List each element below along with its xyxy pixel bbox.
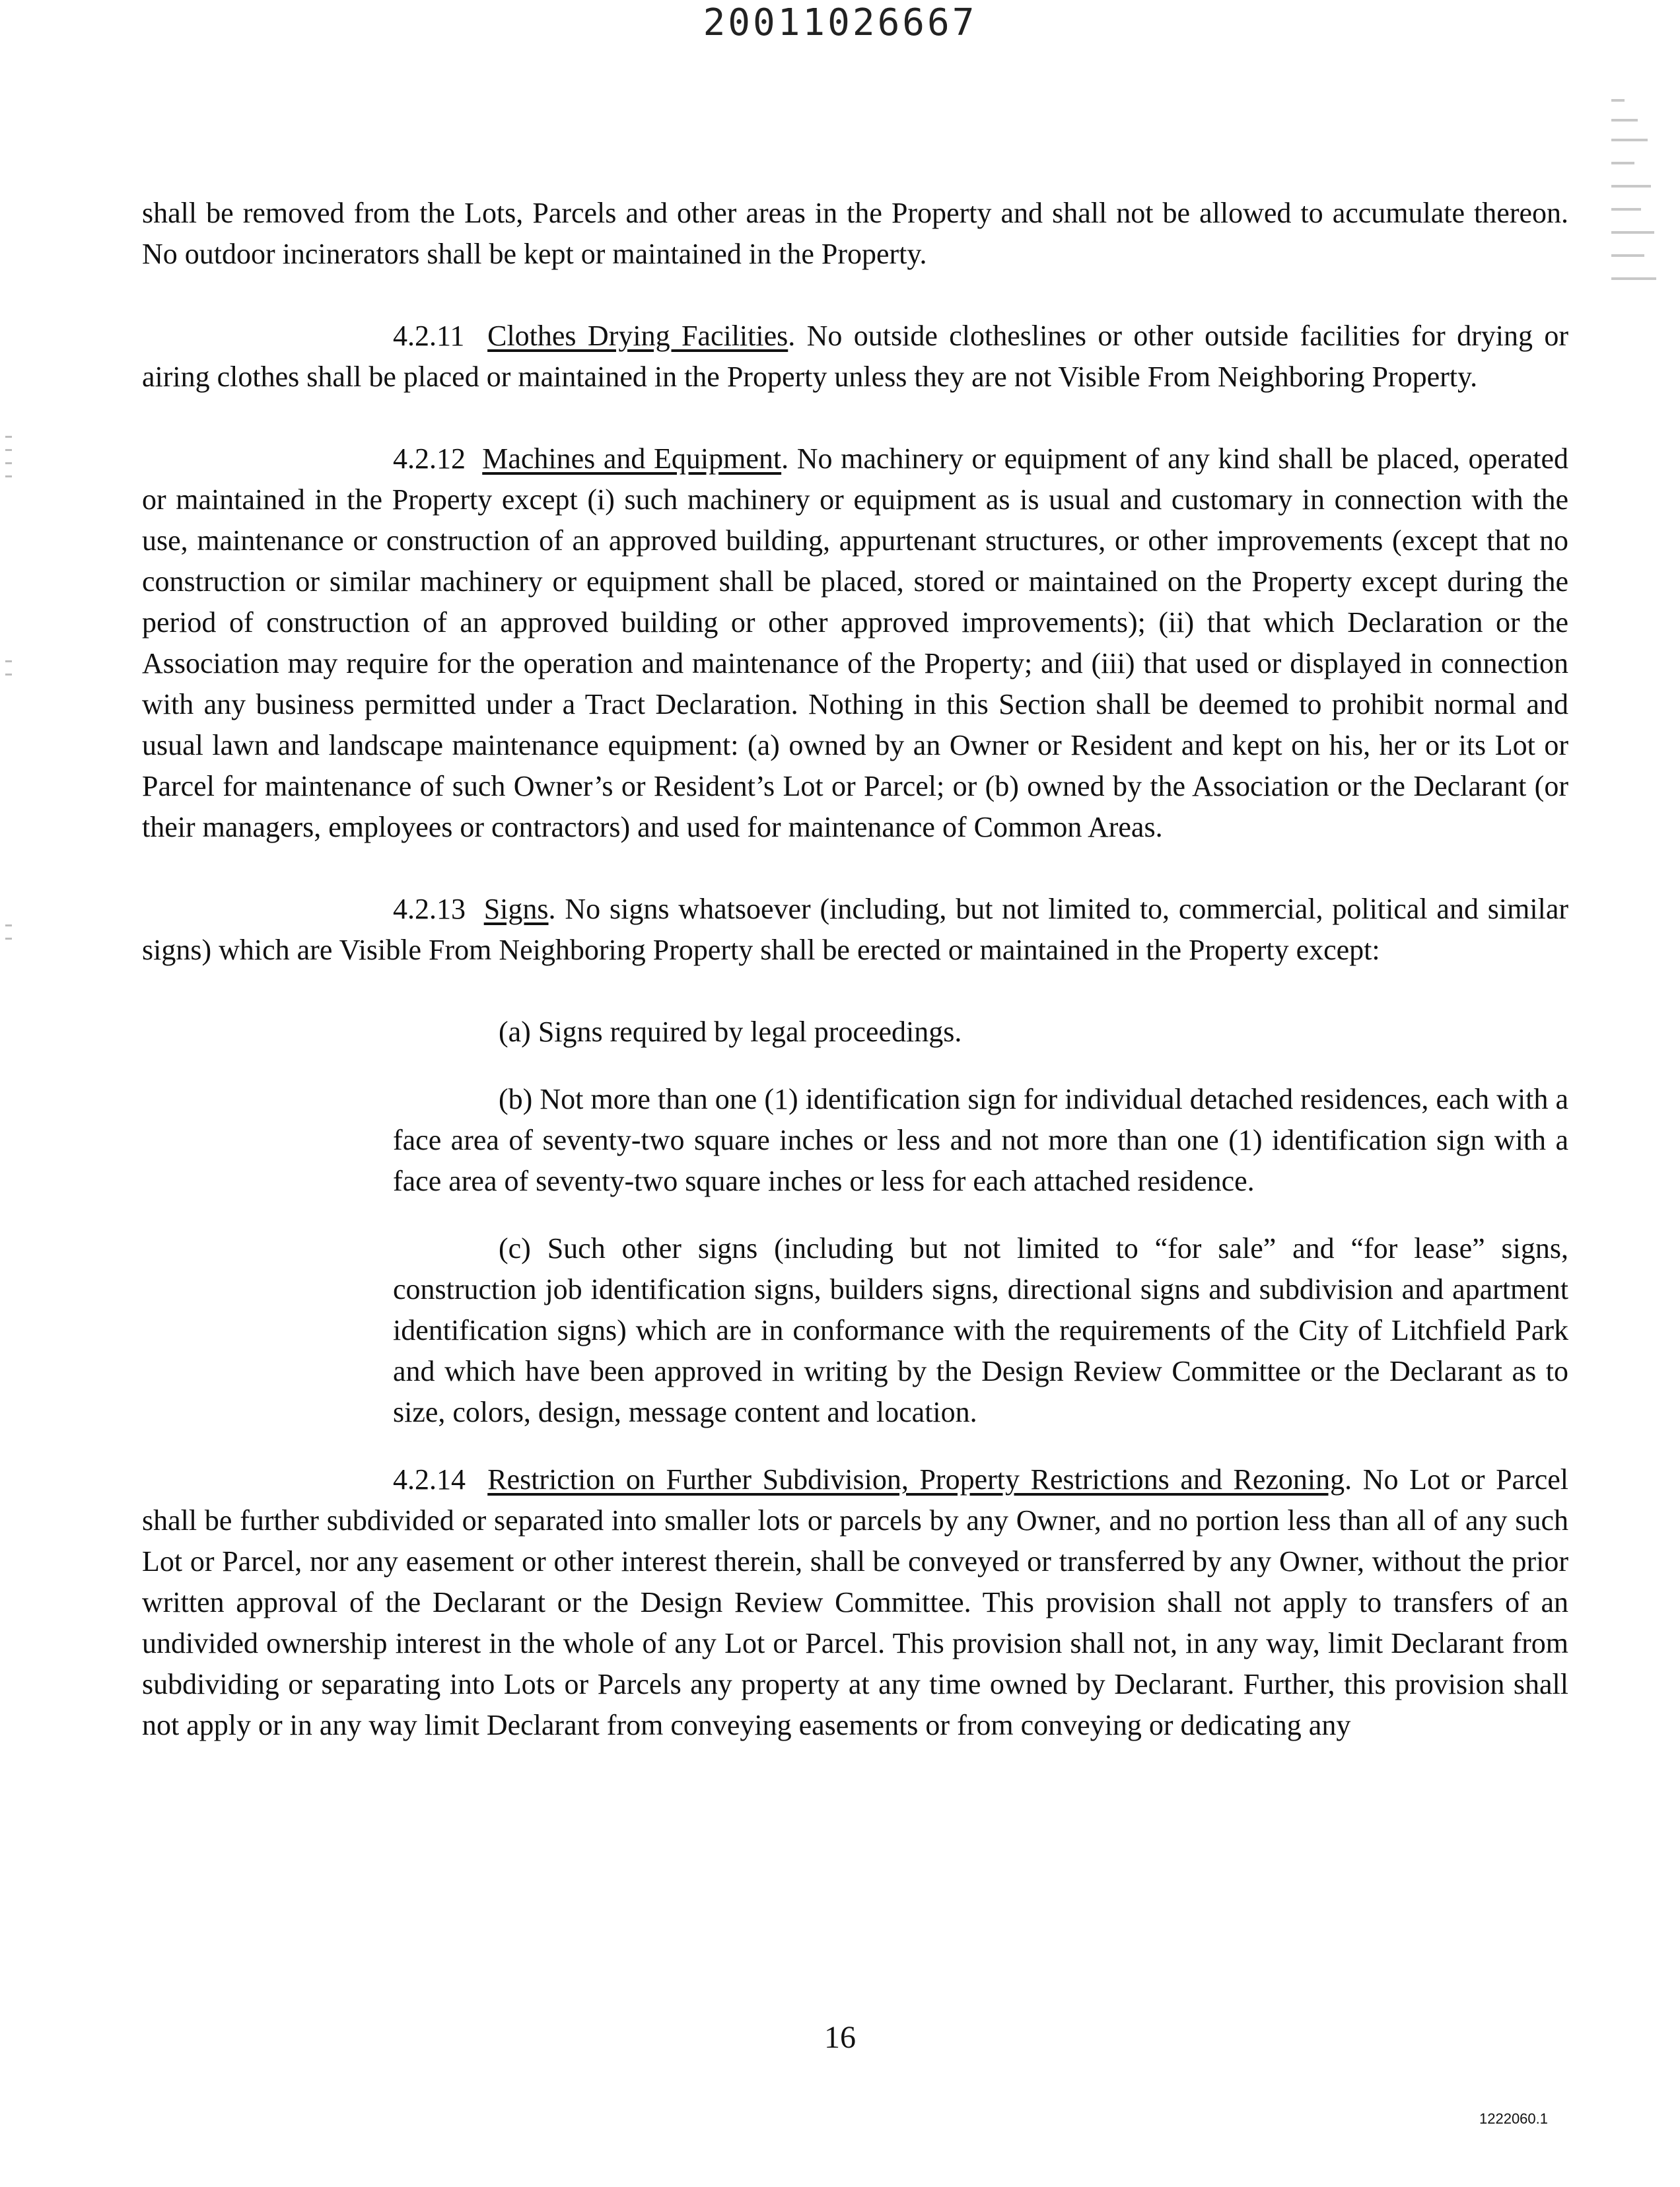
section-title: Clothes Drying Facilities [487,320,788,352]
subsection-c: (c) Such other signs (including but not limited to “for sale” and “for lease” signs, construction job identification signs, builders signs, directional signs and subdivision and apartment identification signs) which are in conformance with the requirements of the City of Litchfield Park and which have been approved in writing by the Design Review Committee or the Declarant as to size, colors, design, message content and location. [393,1232,1568,1428]
margin-stamp-marks [1611,99,1664,297]
page-number: 16 [824,2020,856,2055]
recording-number: 20011026667 [703,1,977,44]
document-body [142,193,1568,1787]
section-title: Signs [483,893,549,925]
section-text: . No signs whatsoever (including, but not limited to, commercial, political and similar signs) which are Visible From Neighboring Property shall be erected or maintained in the Property except: [142,893,1569,966]
document-code: 1222060.1 [1479,2110,1548,2127]
paragraph-continued: shall be removed from the Lots, Parcels and other areas in the Property and shall not be allowed to accumulate thereon. No outdoor incinerators shall be kept or maintained in the Property. [142,197,1568,270]
section-text: . No outside clotheslines or other outside facilities for drying or airing clothes shall be placed or maintained in the Property unless they are not Visible From Neighboring Property. [142,320,1569,393]
section-title: Machines and Equipment [482,442,782,475]
section-text: . No machinery or equipment of any kind shall be placed, operated or maintained in the Property except (i) such machinery or equipment as is usual and customary in connection with the use, maintenance or construction of an approved building, appurtenant structures, or other improvements (except that no construction or similar machinery or equipment shall be placed, stored or maintained on the Property except during the period of construction of an approved building or other approved improvements); (ii) that which Declaration or the Association may require for the operation and maintenance of the Property; and (iii) that used or displayed in connection with any business permitted under a Tract Declaration. Nothing in this Section shall be deemed to prohibit normal and usual lawn and landscape maintenance equipment: (a) owned by an Owner or Resident and kept on his, her or its Lot or Parcel for maintenance of such Owner’s or Resident’s Lot or Parcel; or (b) owned by the Association or the Declarant (or their managers, employees or contractors) and used for maintenance of Common Areas. [142,442,1569,843]
subsection-b: (b) Not more than one (1) identification sign for individual detached residences, each with a face area of seventy-two square inches or less and not more than one (1) identification sign with a face area of seventy-two square inches or less for each attached residence. [393,1083,1568,1197]
section-text: . No Lot or Parcel shall be further subdivided or separated into smaller lots or parcels by any Owner, and no portion less than all of any such Lot or Parcel, nor any easement or other interest therein, shall be conveyed or transferred by any Owner, without the prior written approval of the Declarant or the Design Review Committee. This provision shall not apply to transfers of an undivided ownership interest in the whole of any Lot or Parcel. This provision shall not, in any way, limit Declarant from subdividing or separating into Lots or Parcels any property at any time owned by Declarant. Further, this provision shall not apply or in any way limit Declarant from conveying easements or from conveying or dedicating any [142,1463,1569,1741]
section-number: 4.2.13 [393,893,466,925]
section-4-2-12 [142,438,1568,848]
section-number: 4.2.12 [393,442,466,475]
section-4-2-13 [142,889,1568,971]
section-title: Restriction on Further Subdivision, Property Restrictions and Rezoning [487,1463,1345,1496]
section-4-2-11 [142,316,1568,398]
section-number: 4.2.11 [393,320,465,352]
section-number: 4.2.14 [393,1463,466,1496]
subsection-a: (a) Signs required by legal proceedings. [499,1016,962,1048]
section-4-2-14 [142,1459,1568,1746]
left-margin-marks [5,436,15,951]
